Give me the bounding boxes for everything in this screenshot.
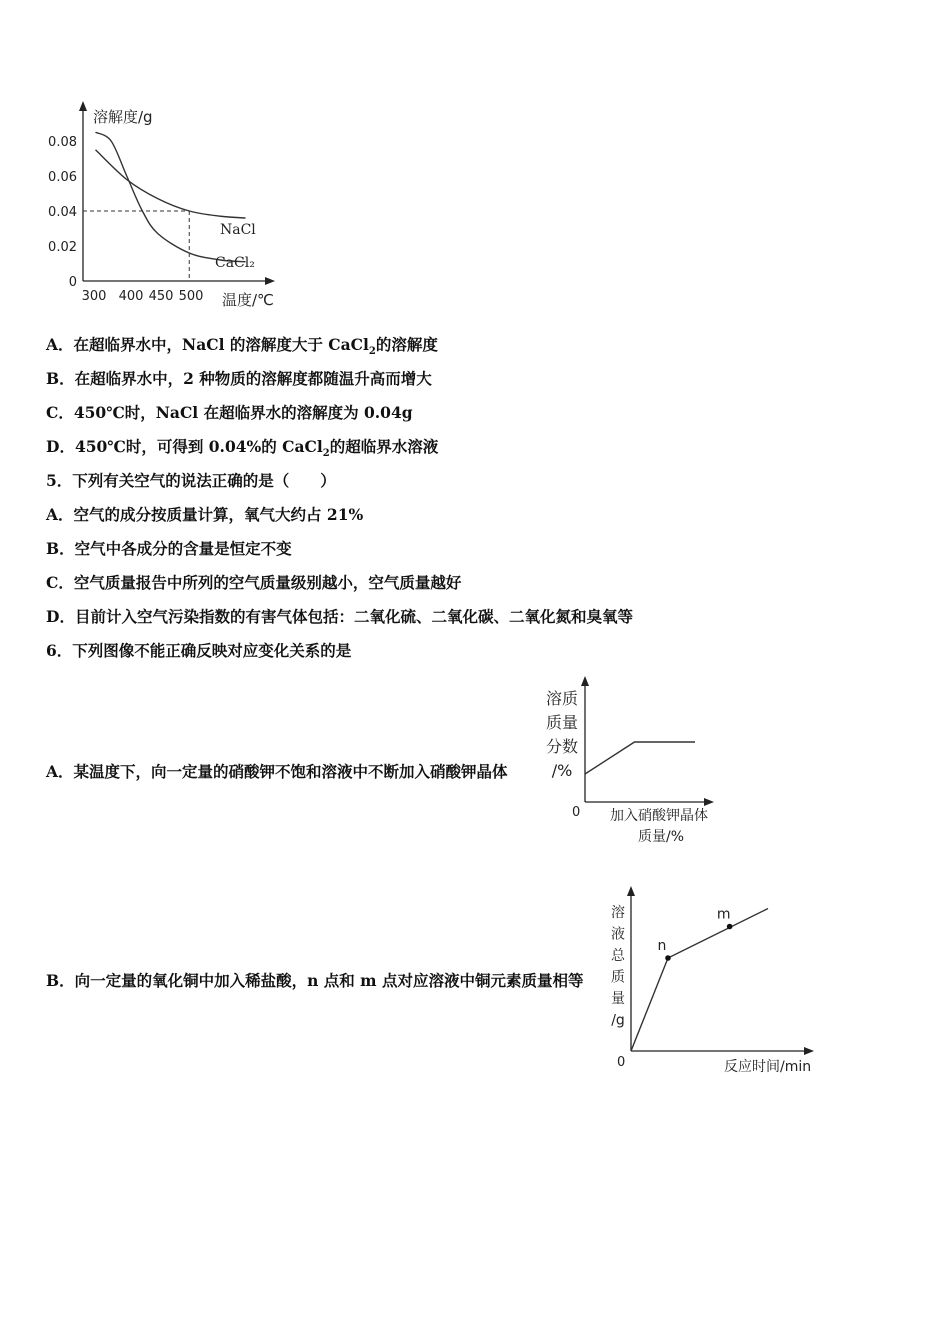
point-label-m: m [716,906,731,923]
q5-stem: 5．下列有关空气的说法正确的是（ ） [46,471,336,490]
y-axis-label-line: 分数 [545,737,579,756]
series-line-0 [96,150,246,218]
y-axis-label-char: 溶 [611,905,625,921]
y-axis-label-char: /g [611,1012,625,1029]
q4-option-c: C．450℃时，NaCl 在超临界水的溶解度为 0.04g [46,403,413,422]
y-axis-arrow [627,886,635,896]
series-line [631,906,768,1052]
series-label-cacl2: CaCl₂ [215,255,255,271]
x-axis-label: 温度/℃ [222,291,274,309]
y-axis-label-line: /% [551,761,573,780]
series-line [585,742,695,774]
x-axis-arrow [804,1047,814,1055]
q4-option-d-tail: 的超临界水溶液 [329,437,439,456]
q4-option-d-text: D．450℃时，可得到 0.04%的 CaCl [46,437,323,456]
q6-option-a: A．某温度下，向一定量的硝酸钾不饱和溶液中不断加入硝酸钾晶体 [46,762,508,781]
subscript: 2 [368,346,376,358]
y-axis-label-line: 质量 [545,713,579,732]
series-line-1 [96,132,246,262]
q4-option-b: B．在超临界水中，2 种物质的溶解度都随温升高而增大 [46,369,432,388]
y-tick-label: 0 [68,275,77,290]
q5-option-d: D．目前计入空气污染指数的有害气体包括：二氧化硫、二氧化碳、二氧化氮和臭氧等 [46,607,633,626]
y-axis-label-char: 量 [611,991,625,1007]
x-tick-label: 300 [81,289,107,304]
q4-option-a-text: A．在超临界水中，NaCl 的溶解度大于 CaCl [46,335,369,354]
series-label-nacl: NaCl [220,222,256,238]
point-m [727,924,733,930]
q4-option-d [46,437,438,464]
x-tick-label: 450 [148,289,174,304]
q6-stem: 6．下列图像不能正确反映对应变化关系的是 [46,641,352,660]
x-axis-label: 反应时间/min [724,1059,812,1075]
y-tick-label: 0.08 [48,135,77,150]
q4-option-a [46,335,438,362]
y-axis-label-char: 液 [611,926,625,943]
x-tick-label: 500 [178,289,204,304]
x-axis-label-line1: 加入硝酸钾晶体 [610,808,708,824]
q5-option-b: B．空气中各成分的含量是恒定不变 [46,539,292,558]
y-axis-arrow [581,676,589,686]
point-label-n: n [657,938,667,954]
origin-label: 0 [572,805,581,820]
point-n [665,955,671,961]
subscript: 2 [322,448,330,460]
y-axis-label-char: 总 [611,948,625,964]
x-axis-label-line2: 质量/% [638,829,685,845]
q5-option-a: A．空气的成分按质量计算，氧气大约占 21% [46,505,364,524]
q4-option-a-tail: 的溶解度 [375,335,438,354]
y-axis-label-line: 溶质 [545,689,579,708]
x-tick-label: 400 [118,289,144,304]
x-axis-arrow [265,277,275,285]
y-tick-label: 0.04 [48,205,77,220]
y-axis-arrow [79,101,87,111]
q5-option-c: C．空气质量报告中所列的空气质量级别越小，空气质量越好 [46,573,462,592]
y-tick-label: 0.02 [48,240,77,255]
q6-option-b: B．向一定量的氧化铜中加入稀盐酸，n 点和 m 点对应溶液中铜元素质量相等 [46,971,584,990]
y-axis-label: 溶解度/g [93,108,153,126]
origin-label: 0 [617,1055,626,1070]
x-axis-arrow [704,798,714,806]
y-axis-label-char: 质 [611,969,625,986]
y-tick-label: 0.06 [48,170,77,185]
